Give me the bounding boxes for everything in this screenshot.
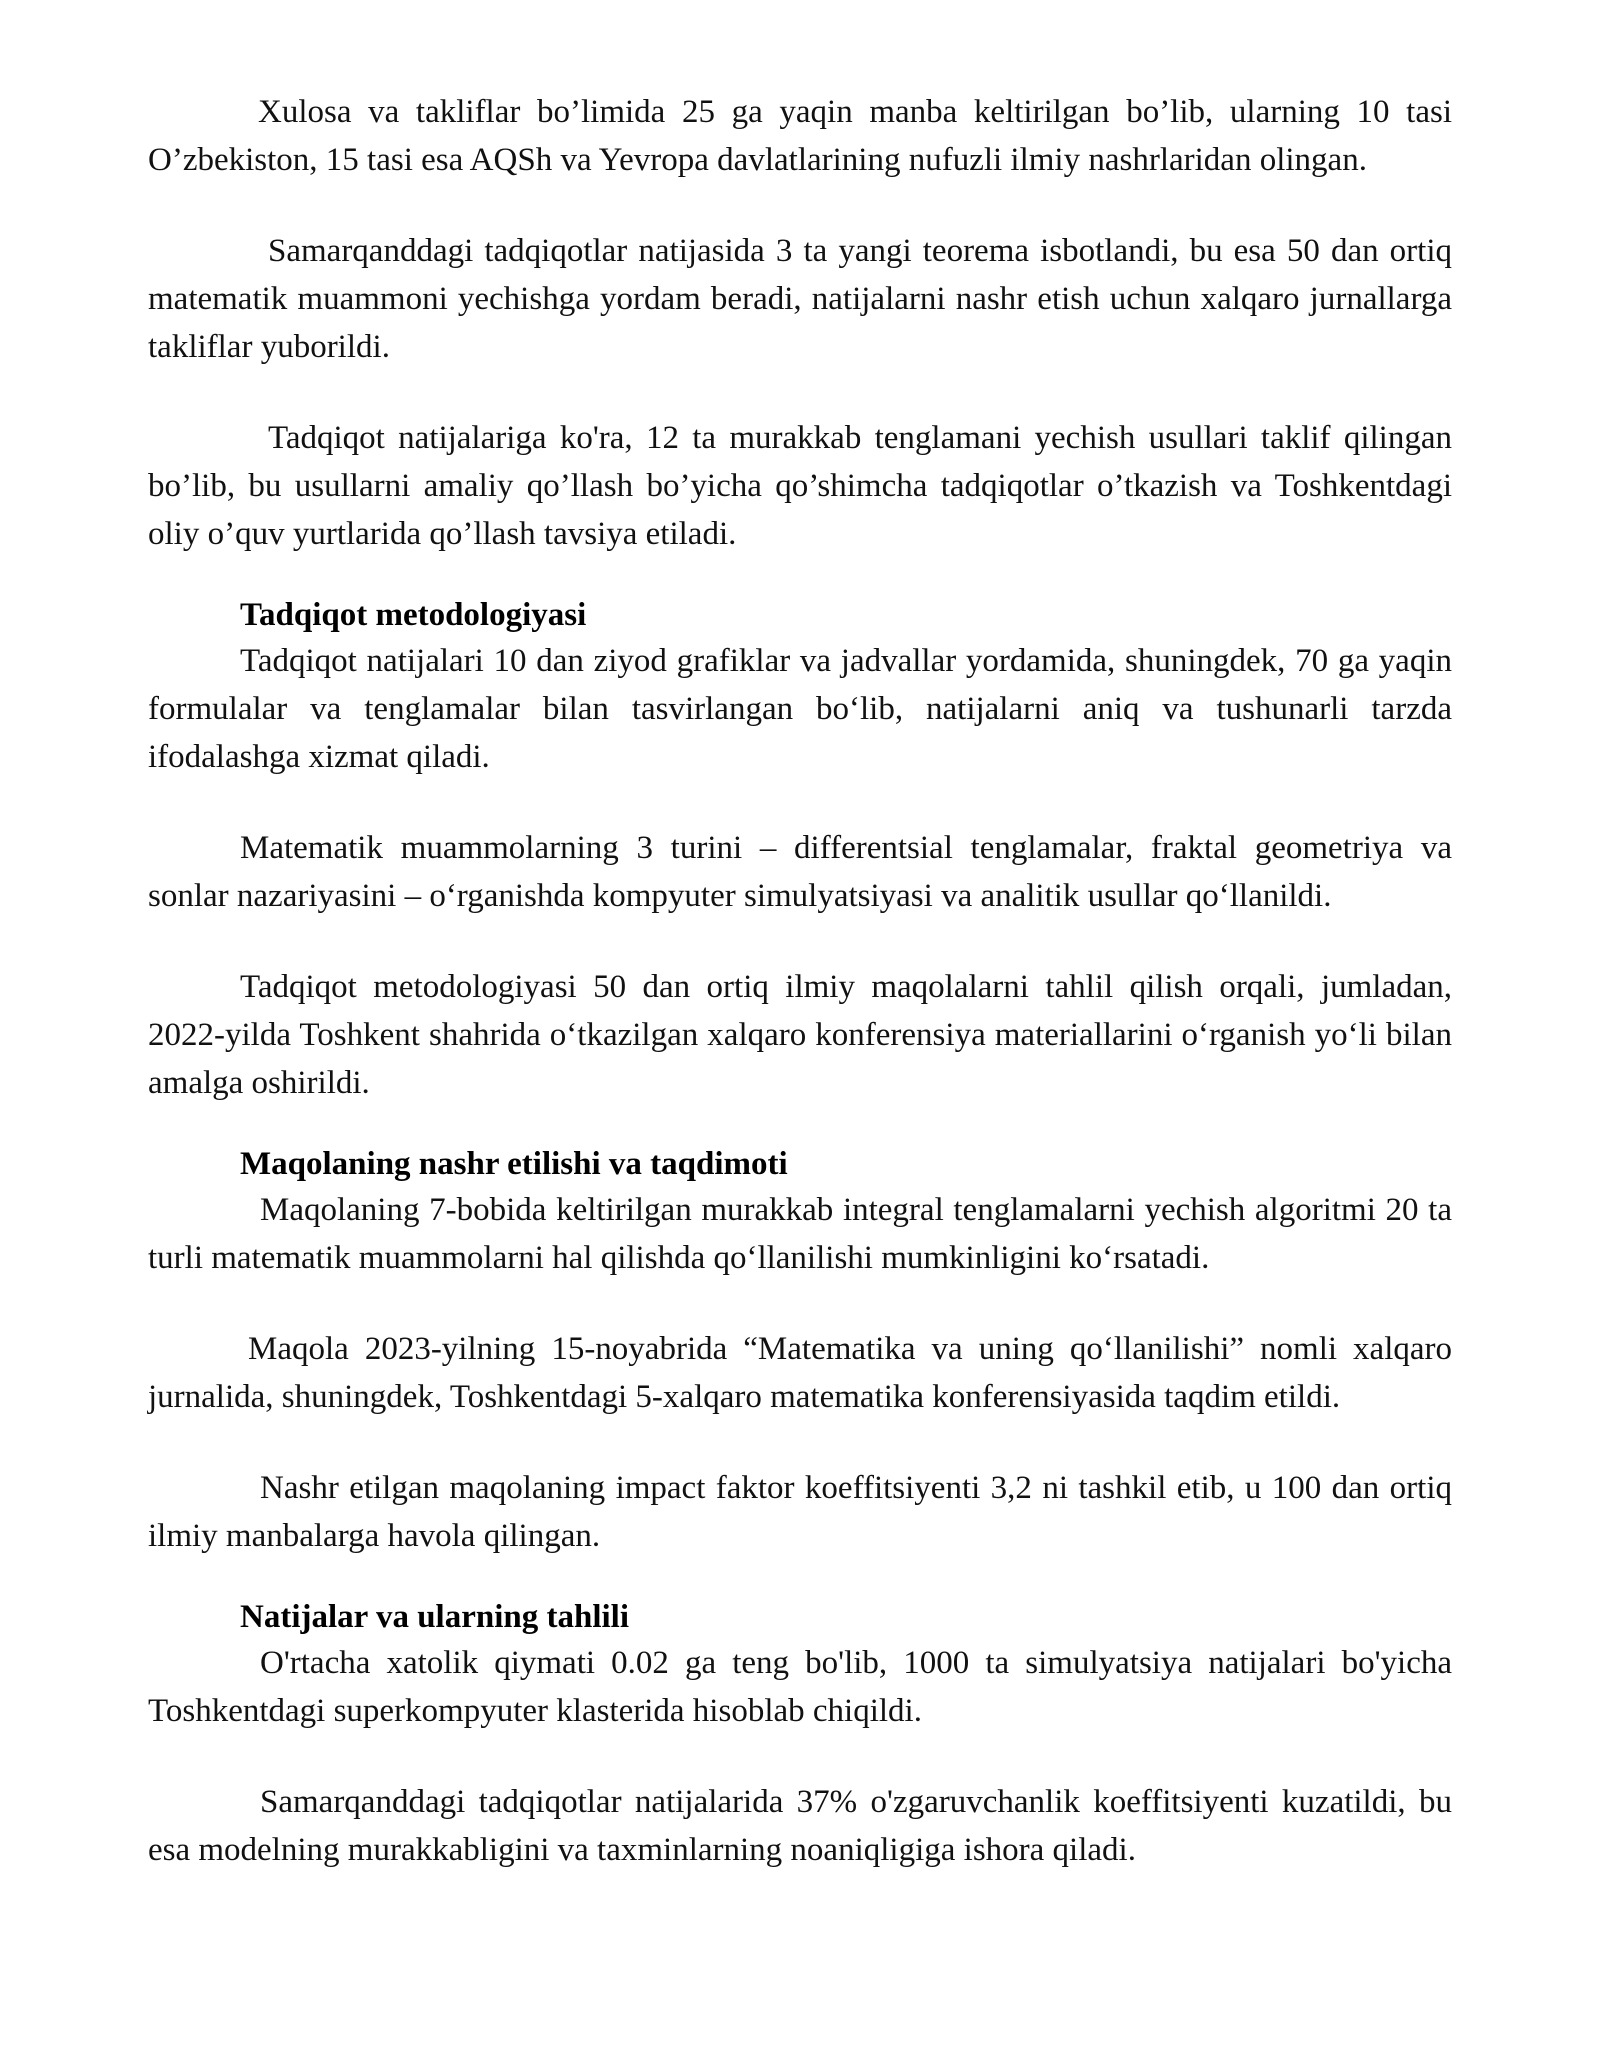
paragraph-chapter-seven: Maqolaning 7-bobida keltirilgan murakkab integral tenglamalarni yechish algoritmi 20 ta turli matematik muammolarni hal qilishda qo‘llanilishi mumkinligini ko‘rsatadi. xyxy=(148,1192,1452,1276)
section-heading-publication: Maqolaning nashr etilishi va taqdimoti xyxy=(240,1146,788,1182)
section-heading-results: Natijalar va ularning tahlili xyxy=(240,1599,630,1635)
paragraph-problem-types: Matematik muammolarning 3 turini – differentsial tenglamalar, fraktal geometriya va sonlar nazariyasini – o‘rganishda kompyuter simulyatsiyasi va analitik usullar qo‘llanildi. xyxy=(148,830,1452,914)
paragraph-variation-coefficient: Samarqanddagi tadqiqotlar natijalarida 37% o'zgaruvchanlik koeffitsiyenti kuzatildi, bu esa modelning murakkabligini va taxminlarning noaniqligiga ishora qiladi. xyxy=(148,1784,1452,1868)
section-heading-methodology: Tadqiqot metodologiyasi xyxy=(240,597,587,633)
paragraph-graphs-tables: Tadqiqot natijalari 10 dan ziyod grafiklar va jadvallar yordamida, shuningdek, 70 ga yaqin formulalar va tenglamalar bilan tasvirlangan bo‘lib, natijalarni aniq va tushunarli tarzda ifodalashga xizmat qiladi. xyxy=(148,643,1452,775)
document-page xyxy=(148,88,1452,1874)
paragraph-publication-date: Maqola 2023-yilning 15-noyabrida “Matematika va uning qo‘llanilishi” nomli xalqaro jurnalida, shuningdek, Toshkentdagi 5-xalqaro matematika konferensiyasida taqdim etildi. xyxy=(148,1331,1452,1415)
paragraph-average-error: O'rtacha xatolik qiymati 0.02 ga teng bo'lib, 1000 ta simulyatsiya natijalari bo'yicha Toshkentdagi superkompyuter klasterida hisoblab chiqildi. xyxy=(148,1645,1452,1729)
paragraph-equation-methods: Tadqiqot natijalariga ko'ra, 12 ta murakkab tenglamani yechish usullari taklif qilingan bo’lib, bu usullarni amaliy qo’llash bo’yicha qo’shimcha tadqiqotlar o’tkazish va Toshkentdagi oliy o’quv yurtlarida qo’llash tavsiya etiladi. xyxy=(148,420,1452,552)
paragraph-samarkand-theorems: Samarqanddagi tadqiqotlar natijasida 3 ta yangi teorema isbotlandi, bu esa 50 dan ortiq matematik muammoni yechishga yordam beradi, natijalarni nashr etish uchun xalqaro jurnallarga takliflar yuborildi. xyxy=(148,233,1452,365)
paragraph-impact-factor: Nashr etilgan maqolaning impact faktor koeffitsiyenti 3,2 ni tashkil etib, u 100 dan ortiq ilmiy manbalarga havola qilingan. xyxy=(148,1470,1452,1554)
paragraph-conclusions-sources: Xulosa va takliflar bo’limida 25 ga yaqin manba keltirilgan bo’lib, ularning 10 tasi O’zbekiston, 15 tasi esa AQSh va Yevropa davlatlarining nufuzli ilmiy nashrlaridan olingan. xyxy=(148,94,1452,178)
paragraph-methodology-analysis: Tadqiqot metodologiyasi 50 dan ortiq ilmiy maqolalarni tahlil qilish orqali, jumladan, 2022-yilda Toshkent shahrida o‘tkazilgan xalqaro konferensiya materiallarini o‘rganish yo‘li bilan amalga oshirildi. xyxy=(148,969,1452,1101)
